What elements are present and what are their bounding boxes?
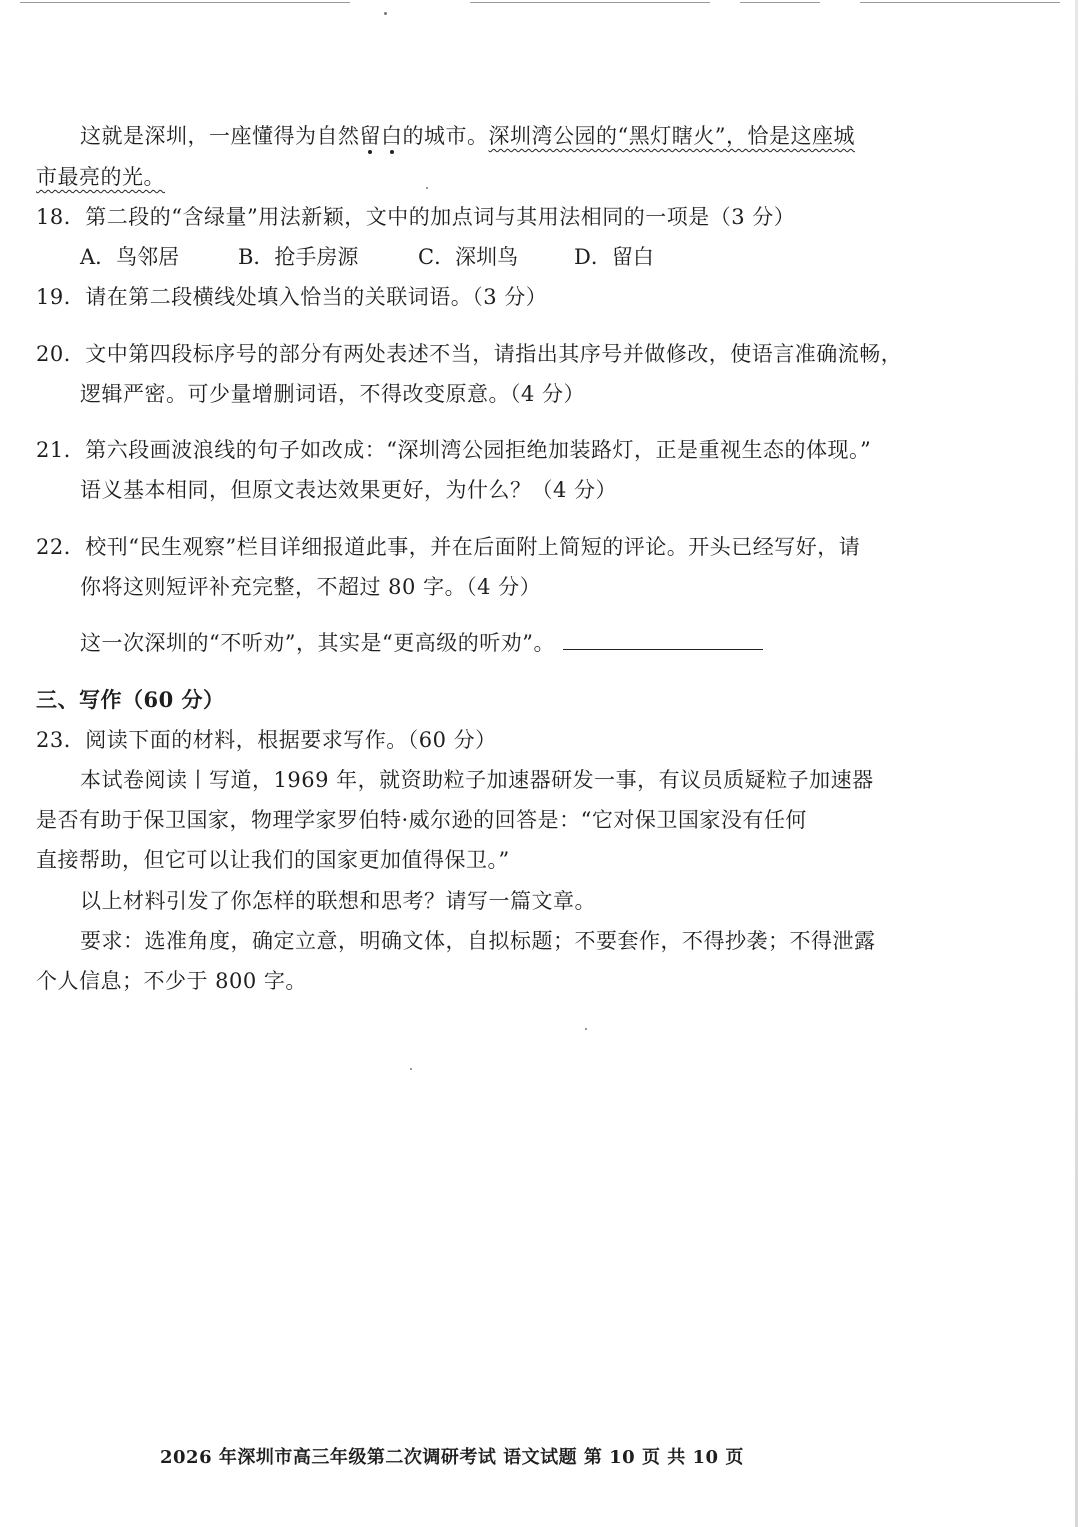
passage-text: 的城市。 — [402, 124, 489, 148]
scan-speck — [426, 187, 428, 189]
question-22-line-1: 22．校刊“民生观察”栏目详细报道此事，并在后面附上简短的评论。开头已经写好，请 — [36, 535, 861, 559]
question-23-material-line-2: 是否有助于保卫国家，物理学家罗伯特·威尔逊的回答是：“它对保卫国家没有任何 — [36, 808, 807, 832]
question-20-line-1: 20．文中第四段标序号的部分有两处表述不当，请指出其序号并做修改，使语言准确流畅， — [36, 342, 903, 366]
wavy-underlined-sentence: 市最亮的光。 — [36, 165, 165, 189]
scan-edge-right — [1075, 0, 1078, 1527]
wavy-underlined-sentence: 深圳湾公园的“黑灯瞎火”，恰是这座城 — [488, 124, 855, 148]
page-footer: 2026 年深圳市高三年级第二次调研考试 语文试题 第 10 页 共 10 页 — [160, 1447, 744, 1468]
question-18-option-a: A．鸟邻居 — [80, 245, 180, 269]
question-18-stem: 18．第二段的“含绿量”用法新颖，文中的加点词与其用法相同的一项是（3 分） — [36, 205, 796, 229]
question-19-stem: 19．请在第二段横线处填入恰当的关联词语。（3 分） — [36, 285, 548, 309]
question-22-starter-text: 这一次深圳的“不听劝”，其实是“更高级的听劝”。 — [80, 631, 555, 655]
question-18-option-b: B．抢手房源 — [238, 245, 359, 269]
question-20-line-2: 逻辑严密。可少量增删词语，不得改变原意。（4 分） — [80, 382, 586, 406]
question-21-line-2: 语义基本相同，但原文表达效果更好，为什么？（4 分） — [80, 478, 618, 502]
emphasized-char: 留 — [359, 124, 381, 148]
question-23-prompt: 以上材料引发了你怎样的联想和思考？请写一篇文章。 — [80, 889, 596, 913]
question-22-starter-line — [80, 627, 763, 657]
answer-blank — [563, 635, 763, 650]
question-18-option-d: D．留白 — [574, 245, 654, 269]
scan-speck — [585, 1028, 587, 1030]
question-22-line-2: 你将这则短评补充完整，不超过 80 字。（4 分） — [80, 575, 542, 599]
question-18-option-c: C．深圳鸟 — [418, 245, 519, 269]
question-21-line-1: 21．第六段画波浪线的句子如改成：“深圳湾公园拒绝加装路灯，正是重视生态的体现。” — [36, 438, 872, 462]
section-3-heading: 三、写作（60 分） — [36, 687, 225, 712]
question-23-requirements-line-2: 个人信息；不少于 800 字。 — [36, 969, 307, 993]
passage-closing-line-1 — [80, 120, 855, 150]
scan-speck — [410, 1068, 412, 1070]
scan-edge-top — [0, 0, 1080, 8]
question-23-material-line-1: 本试卷阅读丨写道，1969 年，就资助粒子加速器研发一事，有议员质疑粒子加速器 — [80, 768, 874, 792]
passage-closing-line-2 — [36, 161, 165, 191]
question-23-requirements-line-1: 要求：选准角度，确定立意，明确文体，自拟标题；不要套作，不得抄袭；不得泄露 — [80, 929, 876, 953]
passage-text: 这就是深圳，一座懂得为自然 — [80, 124, 360, 148]
question-23-material-line-3: 直接帮助，但它可以让我们的国家更加值得保卫。” — [36, 848, 510, 872]
question-23-stem: 23．阅读下面的材料，根据要求写作。（60 分） — [36, 728, 497, 752]
emphasized-char: 白 — [381, 124, 403, 148]
scan-speck — [384, 12, 387, 15]
